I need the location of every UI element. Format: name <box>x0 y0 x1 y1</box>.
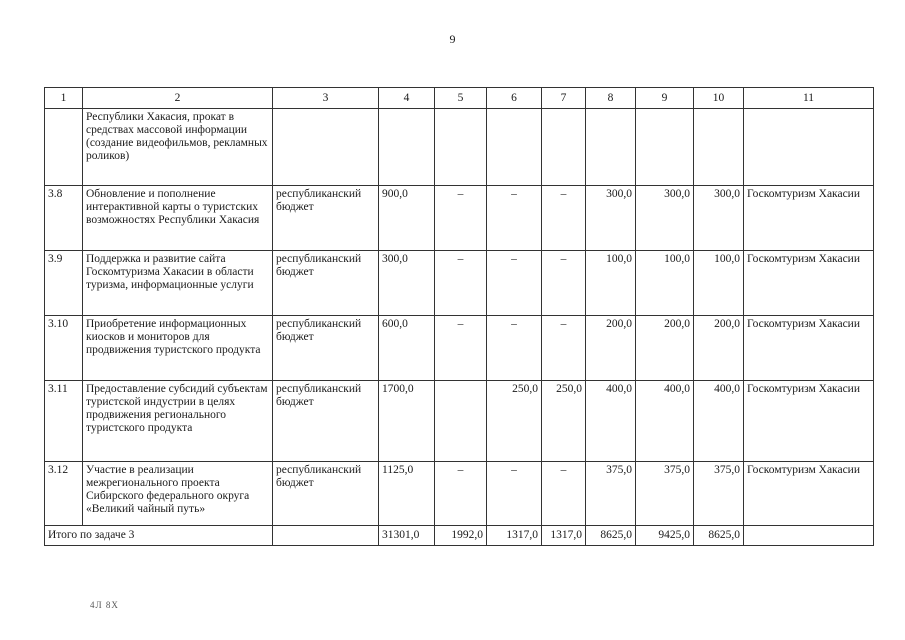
responsible-agency <box>744 109 874 186</box>
amount-cell: 100,0 <box>694 251 744 316</box>
amount-cell <box>487 109 542 186</box>
responsible-agency: Госкомтуризм Хакасии <box>744 251 874 316</box>
table-row <box>45 109 874 186</box>
amount-cell: 600,0 <box>379 316 435 381</box>
amount-cell: 200,0 <box>636 316 694 381</box>
amount-cell: 375,0 <box>694 462 744 526</box>
amount-cell <box>435 109 487 186</box>
amount-cell: 250,0 <box>487 381 542 462</box>
table-row <box>45 186 874 251</box>
amount-cell: 400,0 <box>636 381 694 462</box>
total-amount: 1992,0 <box>435 526 487 546</box>
funding-source: республиканский бюджет <box>273 186 379 251</box>
amount-cell: – <box>487 186 542 251</box>
table-row <box>45 316 874 381</box>
amount-cell: 375,0 <box>586 462 636 526</box>
total-amount: 8625,0 <box>586 526 636 546</box>
total-label: Итого по задаче 3 <box>45 526 273 546</box>
amount-cell: – <box>435 462 487 526</box>
activity-name: Обновление и пополнение интерактивной карты о туристских возможностях Республики Хакасия <box>83 186 273 251</box>
table-row <box>45 381 874 462</box>
amount-cell: 250,0 <box>542 381 586 462</box>
amount-cell: – <box>487 316 542 381</box>
amount-cell: 300,0 <box>694 186 744 251</box>
activity-name: Республики Хакасия, прокат в средствах массовой информации (создание видеофильмов, рекламных роликов) <box>83 109 273 186</box>
funding-source: республиканский бюджет <box>273 381 379 462</box>
total-amount: 1317,0 <box>487 526 542 546</box>
total-row <box>45 526 874 546</box>
amount-cell: 1700,0 <box>379 381 435 462</box>
amount-cell: 400,0 <box>694 381 744 462</box>
amount-cell: – <box>542 316 586 381</box>
amount-cell: – <box>487 462 542 526</box>
budget-table <box>44 87 874 546</box>
row-number: 3.11 <box>45 381 83 462</box>
header-cell: 5 <box>435 88 487 109</box>
header-cell: 10 <box>694 88 744 109</box>
amount-cell <box>435 381 487 462</box>
total-amount: 8625,0 <box>694 526 744 546</box>
row-number: 3.10 <box>45 316 83 381</box>
amount-cell: – <box>435 186 487 251</box>
footer-code: 4Л 8Х <box>90 600 119 610</box>
row-number: 3.9 <box>45 251 83 316</box>
total-amount: 31301,0 <box>379 526 435 546</box>
page-number: 9 <box>449 32 456 46</box>
row-number: 3.8 <box>45 186 83 251</box>
header-cell: 1 <box>45 88 83 109</box>
funding-source: республиканский бюджет <box>273 316 379 381</box>
responsible-agency: Госкомтуризм Хакасии <box>744 462 874 526</box>
amount-cell: 900,0 <box>379 186 435 251</box>
header-cell: 6 <box>487 88 542 109</box>
row-number: 3.12 <box>45 462 83 526</box>
amount-cell: – <box>435 316 487 381</box>
table-header-row <box>45 88 874 109</box>
funding-source: республиканский бюджет <box>273 462 379 526</box>
activity-name: Поддержка и развитие сайта Госкомтуризма Хакасии в области туризма, информационные услуги <box>83 251 273 316</box>
total-amount: 9425,0 <box>636 526 694 546</box>
amount-cell: – <box>487 251 542 316</box>
funding-source <box>273 109 379 186</box>
activity-name: Участие в реализации межрегионального проекта Сибирского федерального округа «Великий чайный путь» <box>83 462 273 526</box>
activity-name: Предоставление субсидий субъектам туристской индустрии в целях продвижения регионального туристского продукта <box>83 381 273 462</box>
header-cell: 9 <box>636 88 694 109</box>
header-cell: 8 <box>586 88 636 109</box>
amount-cell <box>542 109 586 186</box>
amount-cell: 1125,0 <box>379 462 435 526</box>
header-cell: 2 <box>83 88 273 109</box>
amount-cell <box>586 109 636 186</box>
header-cell: 11 <box>744 88 874 109</box>
amount-cell: 300,0 <box>379 251 435 316</box>
funding-source: республиканский бюджет <box>273 251 379 316</box>
amount-cell: – <box>542 186 586 251</box>
total-amount: 1317,0 <box>542 526 586 546</box>
responsible-agency: Госкомтуризм Хакасии <box>744 316 874 381</box>
amount-cell: – <box>435 251 487 316</box>
responsible-agency: Госкомтуризм Хакасии <box>744 381 874 462</box>
amount-cell: 100,0 <box>586 251 636 316</box>
row-number <box>45 109 83 186</box>
responsible-agency: Госкомтуризм Хакасии <box>744 186 874 251</box>
amount-cell: 300,0 <box>636 186 694 251</box>
amount-cell <box>694 109 744 186</box>
amount-cell: – <box>542 251 586 316</box>
amount-cell: 300,0 <box>586 186 636 251</box>
header-cell: 4 <box>379 88 435 109</box>
amount-cell: 375,0 <box>636 462 694 526</box>
amount-cell: 400,0 <box>586 381 636 462</box>
header-cell: 7 <box>542 88 586 109</box>
total-funding-source <box>273 526 379 546</box>
total-agency <box>744 526 874 546</box>
amount-cell: 200,0 <box>694 316 744 381</box>
table-row <box>45 462 874 526</box>
amount-cell <box>636 109 694 186</box>
amount-cell: – <box>542 462 586 526</box>
table-row <box>45 251 874 316</box>
activity-name: Приобретение информационных киосков и мониторов для продвижения туристского продукта <box>83 316 273 381</box>
header-cell: 3 <box>273 88 379 109</box>
amount-cell: 100,0 <box>636 251 694 316</box>
amount-cell: 200,0 <box>586 316 636 381</box>
amount-cell <box>379 109 435 186</box>
